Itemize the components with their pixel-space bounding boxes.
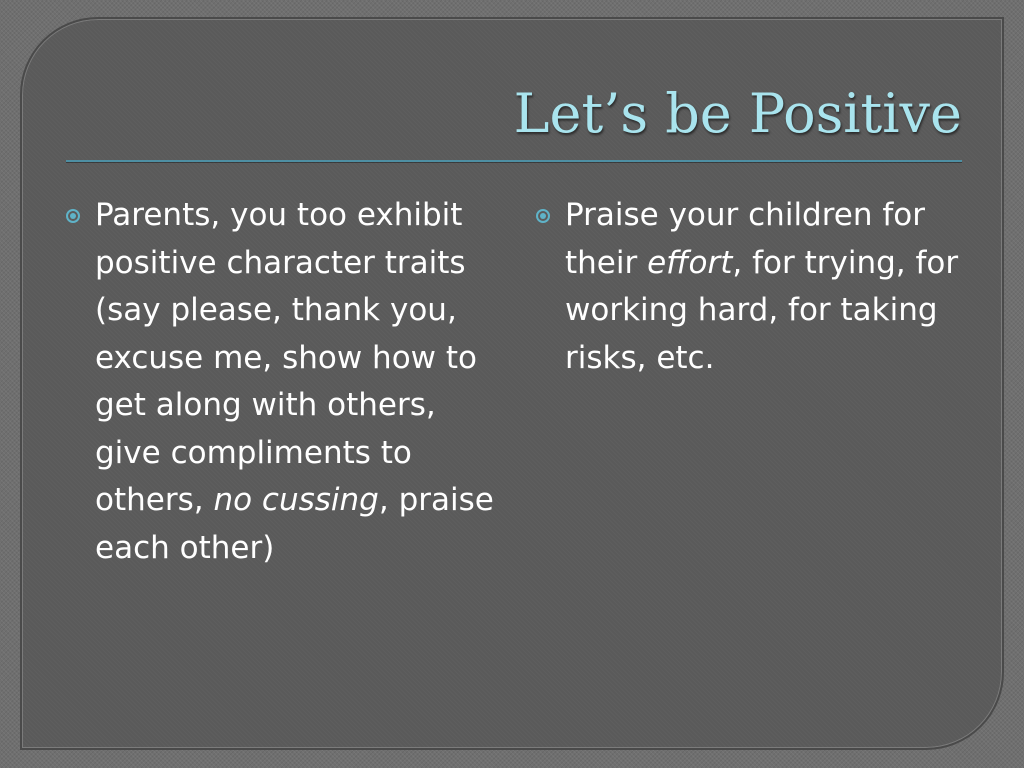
right-column (532, 192, 972, 382)
bullet-text-emphasis: no cussing (213, 482, 379, 518)
bullet-parents-traits (62, 192, 502, 572)
left-column (62, 192, 502, 572)
bullet-text-part-1: Praise your children for their (565, 197, 925, 281)
bullet-text-part-1: Parents, you too exhibit positive character traits (say please, thank you, excuse me, show how to get along with others, give compliments to others, (95, 197, 477, 518)
circled-dot-icon (536, 209, 550, 223)
circled-dot-icon (66, 209, 80, 223)
slide-title: Let’s be Positive (513, 82, 962, 145)
bullet-text-part-2: , praise each other) (95, 482, 494, 566)
bullet-text-emphasis: effort (647, 244, 733, 281)
bullet-praise-children (532, 192, 972, 382)
title-divider (66, 160, 962, 162)
bullet-text-part-2: , for trying, for working hard, for taking risks, etc. (565, 244, 959, 376)
